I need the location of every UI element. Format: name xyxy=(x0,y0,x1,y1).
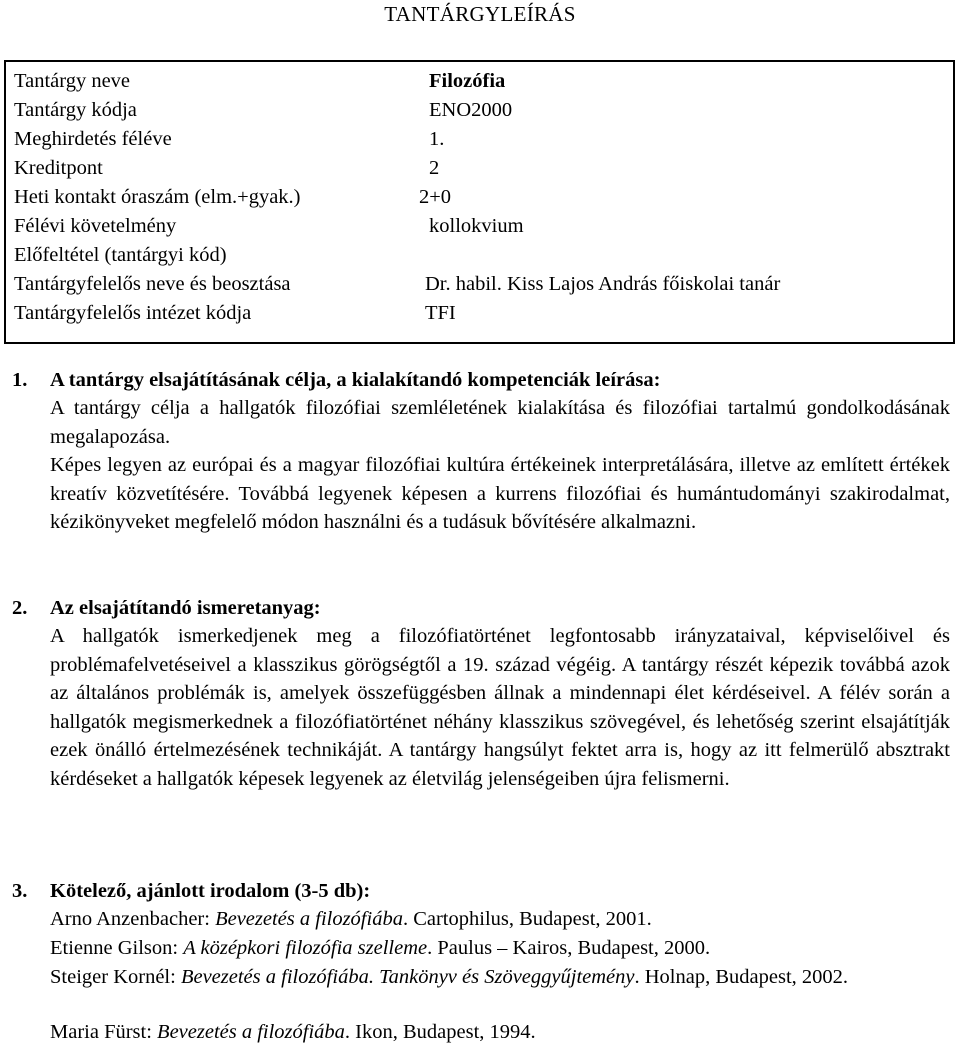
section-paragraph: Képes legyen az európai és a magyar filozófiai kultúra értékeinek interpretálására, illetve az említett értékek kreatív közvetítésére. Továbbá legyenek képesen a kurrens filozófiai és humántudományi szakirodalmat, kézikönyveket megfelelő módon használni és a tudásuk bővítésére alkalmazni. xyxy=(50,454,950,533)
reference-item: Maria Fürst: Bevezetés a filozófiába. Ikon, Budapest, 1994. xyxy=(50,1021,536,1043)
section-paragraph: A hallgatók ismerkedjenek meg a filozófiatörténet legfontosabb irányzataival, képviselőivel és problémafelvetéseivel a klasszikus görögségtől a 19. század végéig. A tantárgy részét képezik továbbá azok az általános problémák is, amelyek összefüggésben állnak a mindennapi élet kérdéseivel. A félév során a hallgatók megismerkednek a filozófiatörténet néhány klasszikus szövegével, és lehetőség szerint elsajátítják ezek önálló értelmezésének technikáját. A tantárgy hangsúlyt fektet arra is, hogy az itt felmerülő absztrakt kérdéseket a hallgatók képesek legyenek az életvilág jelenségeiben újra felismerni. xyxy=(50,625,950,790)
info-label: Tantárgyfelelős neve és beosztása xyxy=(14,273,291,295)
section-paragraph: A tantárgy célja a hallgatók filozófiai szemléletének kialakítása és filozófiai tartalmú gondolkodásának megalapozása. xyxy=(50,397,950,448)
reference-item: Arno Anzenbacher: Bevezetés a filozófiába. Cartophilus, Budapest, 2001. xyxy=(50,908,652,930)
info-label: Heti kontakt óraszám (elm.+gyak.) xyxy=(14,186,301,208)
info-value: ENO2000 xyxy=(429,99,513,121)
info-value: kollokvium xyxy=(429,215,524,237)
info-value: Filozófia xyxy=(429,70,506,92)
course-info-table xyxy=(4,60,955,344)
reference-item: Etienne Gilson: A középkori filozófia szelleme. Paulus – Kairos, Budapest, 2000. xyxy=(50,937,711,959)
document-title: TANTÁRGYLEÍRÁS xyxy=(384,2,576,26)
info-value: 1. xyxy=(429,128,445,150)
info-label: Előfeltétel (tantárgyi kód) xyxy=(14,244,227,266)
section-heading: 1. A tantárgy elsajátításának célja, a kialakítandó kompetenciák leírása: xyxy=(12,369,661,391)
info-label: Meghirdetés féléve xyxy=(14,128,172,150)
info-label: Tantárgy neve xyxy=(14,70,131,92)
info-value: Dr. habil. Kiss Lajos András főiskolai tanár xyxy=(425,273,781,295)
section-heading: 2. Az elsajátítandó ismeretanyag: xyxy=(12,597,321,619)
reference-item: Steiger Kornél: Bevezetés a filozófiába. Tankönyv és Szöveggyűjtemény. Holnap, Budapest, 2002. xyxy=(50,966,849,988)
info-value: 2+0 xyxy=(419,186,452,208)
info-value: 2 xyxy=(429,157,440,179)
info-label: Kreditpont xyxy=(14,157,103,179)
info-label: Tantárgy kódja xyxy=(14,99,137,121)
info-value: TFI xyxy=(425,302,456,324)
section-heading: 3. Kötelező, ajánlott irodalom (3-5 db): xyxy=(12,880,371,902)
info-label: Félévi követelmény xyxy=(14,215,177,237)
info-label: Tantárgyfelelős intézet kódja xyxy=(14,302,252,324)
